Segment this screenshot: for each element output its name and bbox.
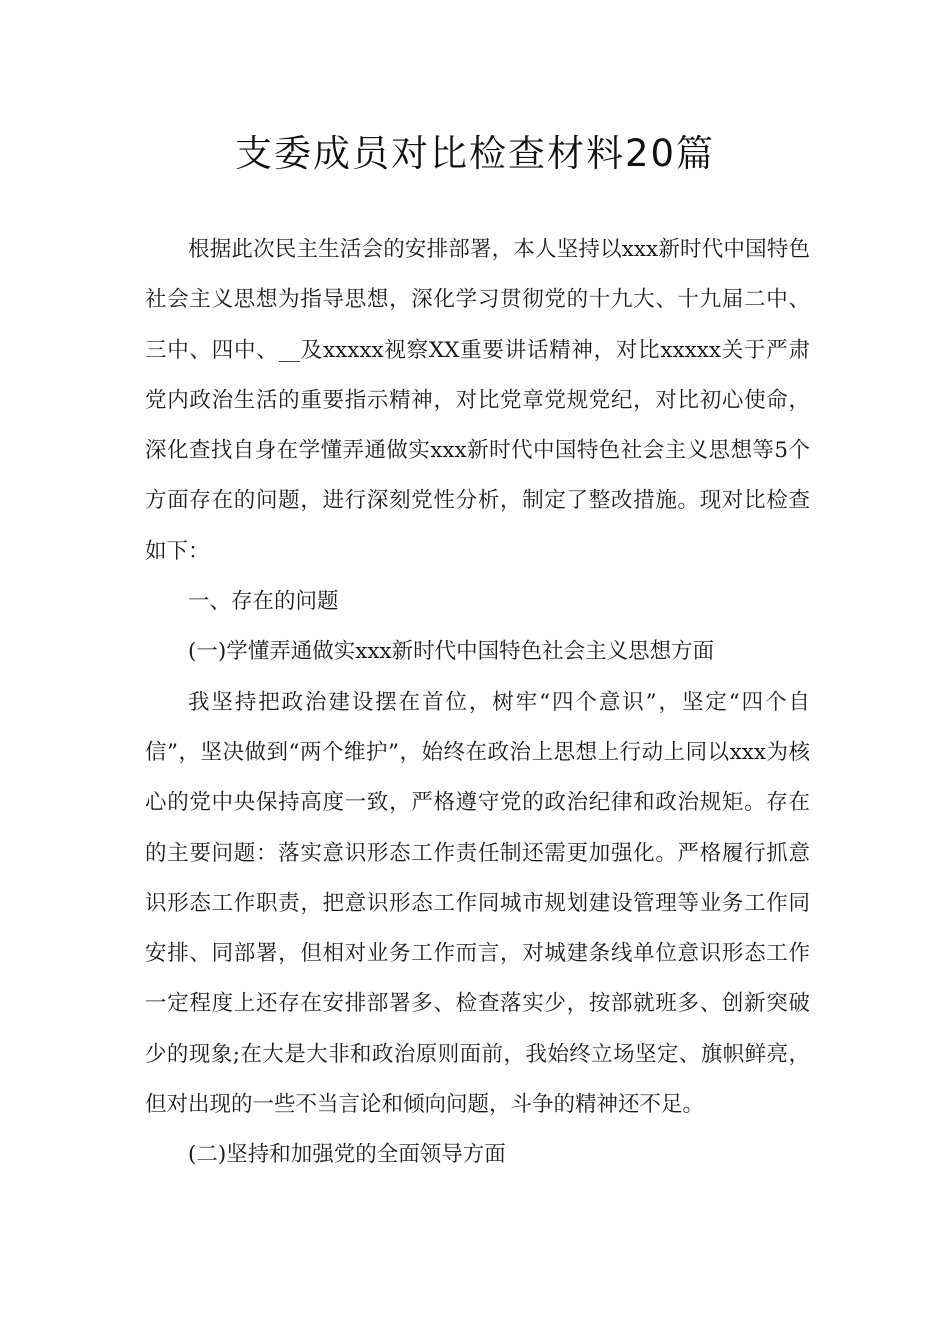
subsection-heading-2: (二)坚持和加强党的全面领导方面	[188, 1142, 506, 1168]
subsection-heading-1: (一)学懂弄通做实xxx新时代中国特色社会主义思想方面	[188, 639, 715, 665]
intro-paragraph: 根据此次民主生活会的安排部署，本人坚持以xxx新时代中国特色社会主义思想为指导思想，深化学习贯彻党的十九大、十九届二中、三中、四中、__及xxxxx视察XX重要讲话精神，对比xxxxx关于严肃党内政治生活的重要指示精神，对比党章党规党纪，对比初心使命，深化查找自身在学懂弄通做实xxx新时代中国特色社会主义思想等5个方面存在的问题，进行深刻党性分析，制定了整改措施。现对比检查如下：	[145, 237, 810, 564]
document-body	[145, 225, 810, 1181]
document-title: 支委成员对比检查材料20篇	[234, 132, 716, 175]
section-heading-problems: 一、存在的问题	[188, 589, 339, 615]
body-paragraph-1: 我坚持把政治建设摆在首位，树牢“四个意识”，坚定“四个自信”，坚决做到“两个维护”，始终在政治上思想上行动上同以xxx为核心的党中央保持高度一致，严格遵守党的政治纪律和政治规矩。存在的主要问题：落实意识形态工作责任制还需更加强化。严格履行抓意识形态工作职责，把意识形态工作同城市规划建设管理等业务工作同安排、同部署，但相对业务工作而言，对城建条线单位意识形态工作一定程度上还存在安排部署多、检查落实少，按部就班多、创新突破少的现象;在大是大非和政治原则面前，我始终立场坚定、旗帜鲜亮，但对出现的一些不当言论和倾向问题，斗争的精神还不足。	[145, 689, 810, 1118]
